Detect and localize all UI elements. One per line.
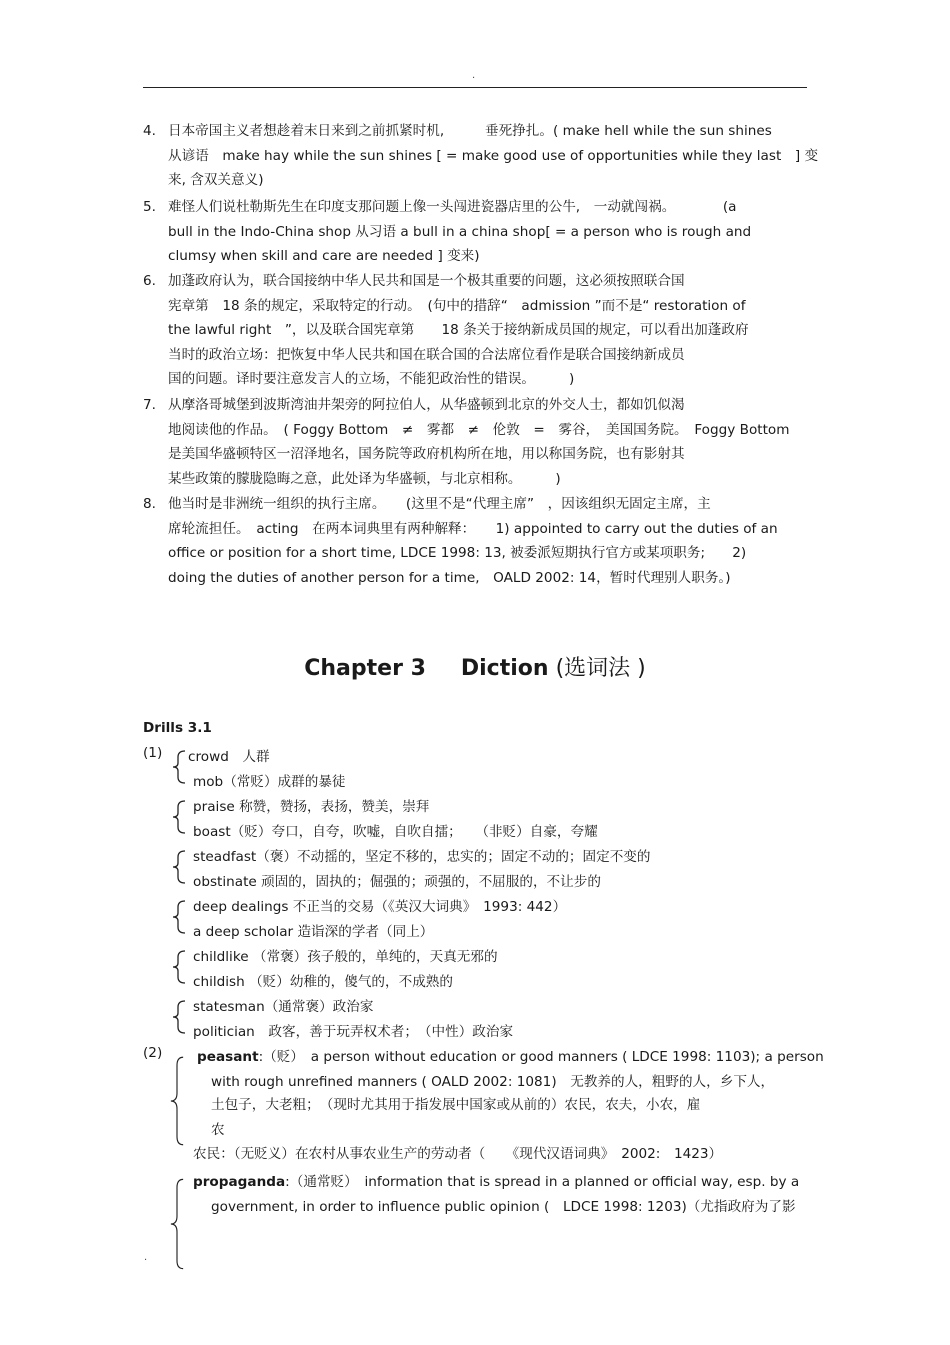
definition-entry (193, 1170, 799, 1190)
item-number: 6. (143, 273, 156, 289)
item-line: 某些政策的朦胧隐晦之意，此处译为华盛顿，与北京相称。 ) (168, 470, 561, 487)
definition-line: 土包子，大老粗； （现时尤其用于指发展中国家或从前的）农民，农夫，小农，雇 (211, 1097, 701, 1113)
header-dot: . (472, 70, 476, 81)
item-line: 从摩洛哥城堡到波斯湾油井架旁的阿拉伯人，从华盛顿到北京的外交人士，都如饥似渴 (168, 397, 685, 413)
list-item (143, 492, 807, 590)
item-line: 宪章第 18 条的规定，采取特定的行动。 (句中的措辞“ admission ”而不是“ restoration of (168, 297, 746, 314)
word-entry: childish （贬）幼稚的，傻气的，不成熟的 (193, 974, 453, 990)
brace-icon (172, 800, 186, 834)
word-entry: deep dealings 不正当的交易（《英汉大词典》 1993: 442） (193, 899, 567, 915)
item-line: 从谚语 make hay while the sun shines [ = make good use of opportunities while they last ] 变 (168, 147, 819, 164)
item-line: 地阅读他的作品。 ( Foggy Bottom ≠ 雾都 ≠ 伦敦 = 雾谷， 美国国务院。 Foggy Bottom (168, 421, 790, 438)
word-entry: politician 政客，善于玩弄权术者； （中性）政治家 (193, 1024, 514, 1040)
header-rule (143, 87, 807, 88)
headword: peasant (197, 1049, 259, 1065)
item-line: 日本帝国主义者想趁着末日来到之前抓紧时机, 垂死挣扎。( make hell while the sun shines (168, 123, 772, 139)
word-entry: a deep scholar 造诣深的学者（同上） (193, 924, 434, 940)
item-number: 8. (143, 496, 156, 512)
word-entry: childlike （常褒）孩子般的，单纯的，天真无邪的 (193, 949, 498, 965)
definition-line: :（贬） a person without education or good manners ( LDCE 1998: 1103); a person (258, 1049, 824, 1065)
item-line: 是美国华盛顿特区一沼泽地名，国务院等政府机构所在地，用以称国务院，也有影射其 (168, 446, 685, 462)
brace-icon (172, 1000, 186, 1034)
word-entry: steadfast（褒）不动摇的，坚定不移的，忠实的；固定不动的；固定不变的 (193, 849, 651, 865)
headword: propaganda (193, 1174, 286, 1190)
word-entry: mob（常贬）成群的暴徒 (193, 774, 346, 790)
group-label: (2) (143, 1045, 163, 1061)
chapter-title: Diction (460, 656, 549, 681)
list-item (143, 393, 807, 491)
word-entry: statesman（通常褒）政治家 (193, 999, 374, 1015)
group-label: (1) (143, 745, 163, 761)
brace-icon (170, 1172, 184, 1276)
definition-entry (193, 1142, 722, 1162)
item-line: 来, 含双关意义) (168, 172, 264, 188)
word-entry: praise 称赞，赞扬，表扬，赞美，崇拜 (193, 799, 430, 815)
definition-line: with rough unrefined manners ( OALD 2002: 1081) 无教养的人，粗野的人，乡下人， (211, 1074, 775, 1090)
chapter-label: Chapter 3 (304, 656, 426, 681)
definition-line: government, in order to influence public opinion ( LDCE 1998: 1203)（尤指政府为了影 (211, 1199, 796, 1215)
definition-entry (197, 1045, 824, 1065)
item-line: bull in the Indo-China shop 从习语 a bull in a china shop[ = a person who is rough and (168, 223, 752, 240)
word-entry: crowd 人群 (188, 749, 270, 765)
footer-dot: . (144, 1252, 148, 1263)
brace-icon (170, 1050, 184, 1152)
item-line: the lawful right ”，以及联合国宪章第 18 条关于接纳新成员国的规定，可以看出加蓬政府 (168, 322, 749, 338)
drills-title: Drills 3.1 (143, 720, 212, 736)
chapter-heading (0, 651, 950, 682)
word-entry: obstinate 顽固的，固执的；倔强的；顽强的，不屈服的，不让步的 (193, 874, 601, 890)
item-number: 5. (143, 199, 156, 215)
item-line: clumsy when skill and care are needed ] 变来) (168, 248, 480, 264)
item-number: 7. (143, 397, 156, 413)
definition-line: ：（无贬义）在农村从事农业生产的劳动者（ 《现代汉语词典》 2002: 1423） (220, 1146, 723, 1162)
item-line: 他当时是非洲统一组织的执行主席。 (这里不是“代理主席” ，因该组织无固定主席，主 (168, 496, 711, 512)
item-line: 席轮流担任。 acting 在两本词典里有两种解释： 1) appointed to carry out the duties of an (168, 520, 778, 537)
item-number: 4. (143, 123, 156, 139)
brace-icon (172, 850, 186, 884)
item-line: office or position for a short time, LDCE 1998: 13, 被委派短期执行官方或某项职务; 2) (168, 545, 747, 561)
word-entry: boast（贬）夸口，自夸，吹嘘，自吹自擂； （非贬）自豪，夸耀 (193, 824, 598, 840)
definition-line: :（通常贬） information that is spread in a planned or official way, esp. by a (285, 1174, 800, 1190)
brace-icon (172, 900, 186, 934)
brace-icon (172, 950, 186, 984)
item-line: 国的问题。译时要注意发言人的立场，不能犯政治性的错误。 ) (168, 371, 575, 387)
item-line: 难怪人们说杜勒斯先生在印度支那问题上像一头闯进瓷器店里的公牛, 一动就闯祸。 (a (168, 199, 737, 215)
list-item (143, 195, 807, 269)
definition-line: 农 (211, 1122, 225, 1138)
chapter-subtitle: (选词法 ) (555, 656, 646, 681)
brace-icon (172, 750, 186, 784)
item-line: doing the duties of another person for a time, OALD 2002: 14，暂时代理别人职务。) (168, 569, 731, 586)
item-line: 当时的政治立场：把恢复中华人民共和国在联合国的合法席位看作是联合国接纳新成员 (168, 346, 685, 363)
headword: 农民 (193, 1146, 221, 1162)
list-item (143, 119, 819, 193)
list-item (143, 269, 807, 392)
item-line: 加蓬政府认为，联合国接纳中华人民共和国是一个极其重要的问题，这必须按照联合国 (168, 273, 685, 289)
